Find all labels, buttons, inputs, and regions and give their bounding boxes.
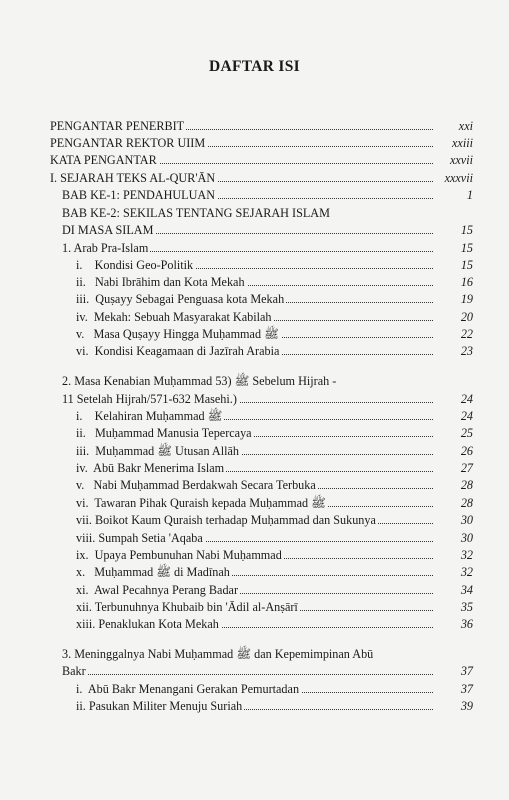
toc-entry-label: ii. Muḥammad Manusia Tepercaya xyxy=(76,426,252,440)
toc-entry[interactable] xyxy=(0,425,509,442)
toc-entry-label: 3. Meninggalnya Nabi Muḥammad ﷺ dan Kepemimpinan Abū xyxy=(62,647,374,661)
toc-entry[interactable] xyxy=(0,240,509,257)
toc-entry-label: PENGANTAR REKTOR UIIM xyxy=(50,136,206,150)
toc-entry[interactable] xyxy=(0,443,509,460)
toc-entry-label: iv. Abū Bakr Menerima Islam xyxy=(76,461,225,475)
toc-entry[interactable] xyxy=(0,616,509,633)
toc-entry-label: ix. Upaya Pembunuhan Nabi Muḥammad xyxy=(76,548,282,562)
toc-entry-label: vii. Boikot Kaum Quraish terhadap Muḥammad dan Sukunya xyxy=(76,513,376,527)
toc-entry-page: xxi xyxy=(434,118,473,135)
toc-entry-page: 15 xyxy=(434,222,473,239)
toc-entry[interactable] xyxy=(0,257,509,274)
toc-entry-page: xxvii xyxy=(434,152,473,169)
toc-entry[interactable] xyxy=(0,681,509,698)
toc-entry-label: v. Nabi Muḥammad Berdakwah Secara Terbuka xyxy=(76,478,316,492)
toc-entry-label: ii. Nabi Ibrāhim dan Kota Mekah xyxy=(76,275,245,289)
toc-entry-page: 22 xyxy=(434,326,473,343)
toc-entry-label: PENGANTAR PENERBIT xyxy=(50,119,185,133)
toc-entry-label: 11 Setelah Hijrah/571-632 Masehi.) xyxy=(62,392,237,406)
toc-entry[interactable] xyxy=(0,291,509,308)
toc-entry[interactable] xyxy=(0,391,509,408)
toc-entry-page: xxiii xyxy=(434,135,473,152)
toc-entry-label: xiii. Penaklukan Kota Mekah xyxy=(76,617,219,631)
toc-entry[interactable] xyxy=(0,118,509,135)
toc-entry[interactable] xyxy=(0,309,509,326)
toc-entry-label: iii. Quṣayy Sebagai Penguasa kota Mekah xyxy=(76,292,285,306)
toc-entry-page: 24 xyxy=(434,408,473,425)
toc-entry[interactable] xyxy=(0,373,509,390)
toc-entry-label: 2. Masa Kenabian Muḥammad ﷺ (53 Sebelum Hijrah - xyxy=(62,374,337,388)
toc-entry-page: 35 xyxy=(434,599,473,616)
toc-entry[interactable] xyxy=(0,530,509,547)
toc-entry-page: 32 xyxy=(434,564,473,581)
toc-entry-page: 34 xyxy=(434,582,473,599)
toc-entry-label: xii. Terbunuhnya Khubaib bin 'Ādil al-Anṣārī xyxy=(76,600,298,614)
toc-entry[interactable] xyxy=(0,547,509,564)
toc-entry-label: vi. Kondisi Keagamaan di Jazīrah Arabia xyxy=(76,344,280,358)
toc-entry-page: 25 xyxy=(434,425,473,442)
toc-entry-label: x. Muḥammad ﷺ di Madīnah xyxy=(76,565,230,579)
toc-entry-label: i. Kelahiran Muḥammad ﷺ xyxy=(76,409,223,423)
toc-entry[interactable] xyxy=(0,343,509,360)
toc-entry-label: DI MASA SILAM xyxy=(62,223,154,237)
toc-entry-label: vi. Tawaran Pihak Quraish kepada Muḥammad ﷺ xyxy=(76,496,326,510)
toc-entry[interactable] xyxy=(0,599,509,616)
toc-entry-page: 23 xyxy=(434,343,473,360)
toc-entry-page: 24 xyxy=(434,391,473,408)
toc-entry-page: 26 xyxy=(434,443,473,460)
toc-entry-page: 32 xyxy=(434,547,473,564)
toc-entry[interactable] xyxy=(0,460,509,477)
toc-entry-page: xxxvii xyxy=(434,170,473,187)
toc-entry-page: 30 xyxy=(434,512,473,529)
toc-entry-label: xi. Awal Pecahnya Perang Badar xyxy=(76,583,239,597)
toc-entry-label: i. Abū Bakr Menangani Gerakan Pemurtadan xyxy=(76,682,300,696)
toc-entry-page: 28 xyxy=(434,495,473,512)
toc-entry-page: 15 xyxy=(434,240,473,257)
toc-entry[interactable] xyxy=(0,170,509,187)
toc-entry[interactable] xyxy=(0,564,509,581)
toc-entry-label: i. Kondisi Geo-Politik xyxy=(76,258,194,272)
toc-entry-label: ii. Pasukan Militer Menuju Suriah xyxy=(76,699,243,713)
toc-entry-page: 36 xyxy=(434,616,473,633)
toc-entry-page: 16 xyxy=(434,274,473,291)
toc-entry[interactable] xyxy=(0,205,509,222)
toc-entry-label: Bakr xyxy=(62,664,86,678)
toc-entry[interactable] xyxy=(0,152,509,169)
toc-entry[interactable] xyxy=(0,495,509,512)
page-title: DAFTAR ISI xyxy=(209,58,300,75)
toc-entry[interactable] xyxy=(0,698,509,715)
toc-entry-label: BAB KE-2: SEKILAS TENTANG SEJARAH ISLAM xyxy=(62,206,330,220)
toc-entry[interactable] xyxy=(0,274,509,291)
toc-entry[interactable] xyxy=(0,187,509,204)
toc-entry[interactable] xyxy=(0,222,509,239)
toc-entry-label: viii. Sumpah Setia 'Aqaba xyxy=(76,531,203,545)
toc-entry-label: KATA PENGANTAR xyxy=(50,153,157,167)
toc-entry[interactable] xyxy=(0,408,509,425)
toc-entry[interactable] xyxy=(0,663,509,680)
toc-entry-page: 1 xyxy=(434,187,473,204)
toc-entry[interactable] xyxy=(0,477,509,494)
toc-entry-page: 28 xyxy=(434,477,473,494)
toc-entry-page: 19 xyxy=(434,291,473,308)
toc-entry-page: 37 xyxy=(434,663,473,680)
toc-entry-label: I. SEJARAH TEKS AL-QUR'ĀN xyxy=(50,171,216,185)
toc-entry[interactable] xyxy=(0,582,509,599)
toc-entry-label: BAB KE-1: PENDAHULUAN xyxy=(62,188,216,202)
toc-entry-page: 37 xyxy=(434,681,473,698)
toc-entry[interactable] xyxy=(0,512,509,529)
toc-entry[interactable] xyxy=(0,135,509,152)
toc-entry-page: 39 xyxy=(434,698,473,715)
toc-entry-page: 27 xyxy=(434,460,473,477)
toc-entry-page: 20 xyxy=(434,309,473,326)
toc-entry[interactable] xyxy=(0,646,509,663)
toc-entry-label: iv. Mekah: Sebuah Masyarakat Kabilah xyxy=(76,310,272,324)
toc-entry-page: 30 xyxy=(434,530,473,547)
toc-entry-label: v. Masa Quṣayy Hingga Muḥammad ﷺ xyxy=(76,327,279,341)
toc-entry-label: 1. Arab Pra-Islam xyxy=(62,241,149,255)
toc-entry-page: 15 xyxy=(434,257,473,274)
toc-entry-label: iii. Muḥammad ﷺ Utusan Allāh xyxy=(76,444,240,458)
leader-dots xyxy=(62,674,469,675)
toc-entry[interactable] xyxy=(0,326,509,343)
